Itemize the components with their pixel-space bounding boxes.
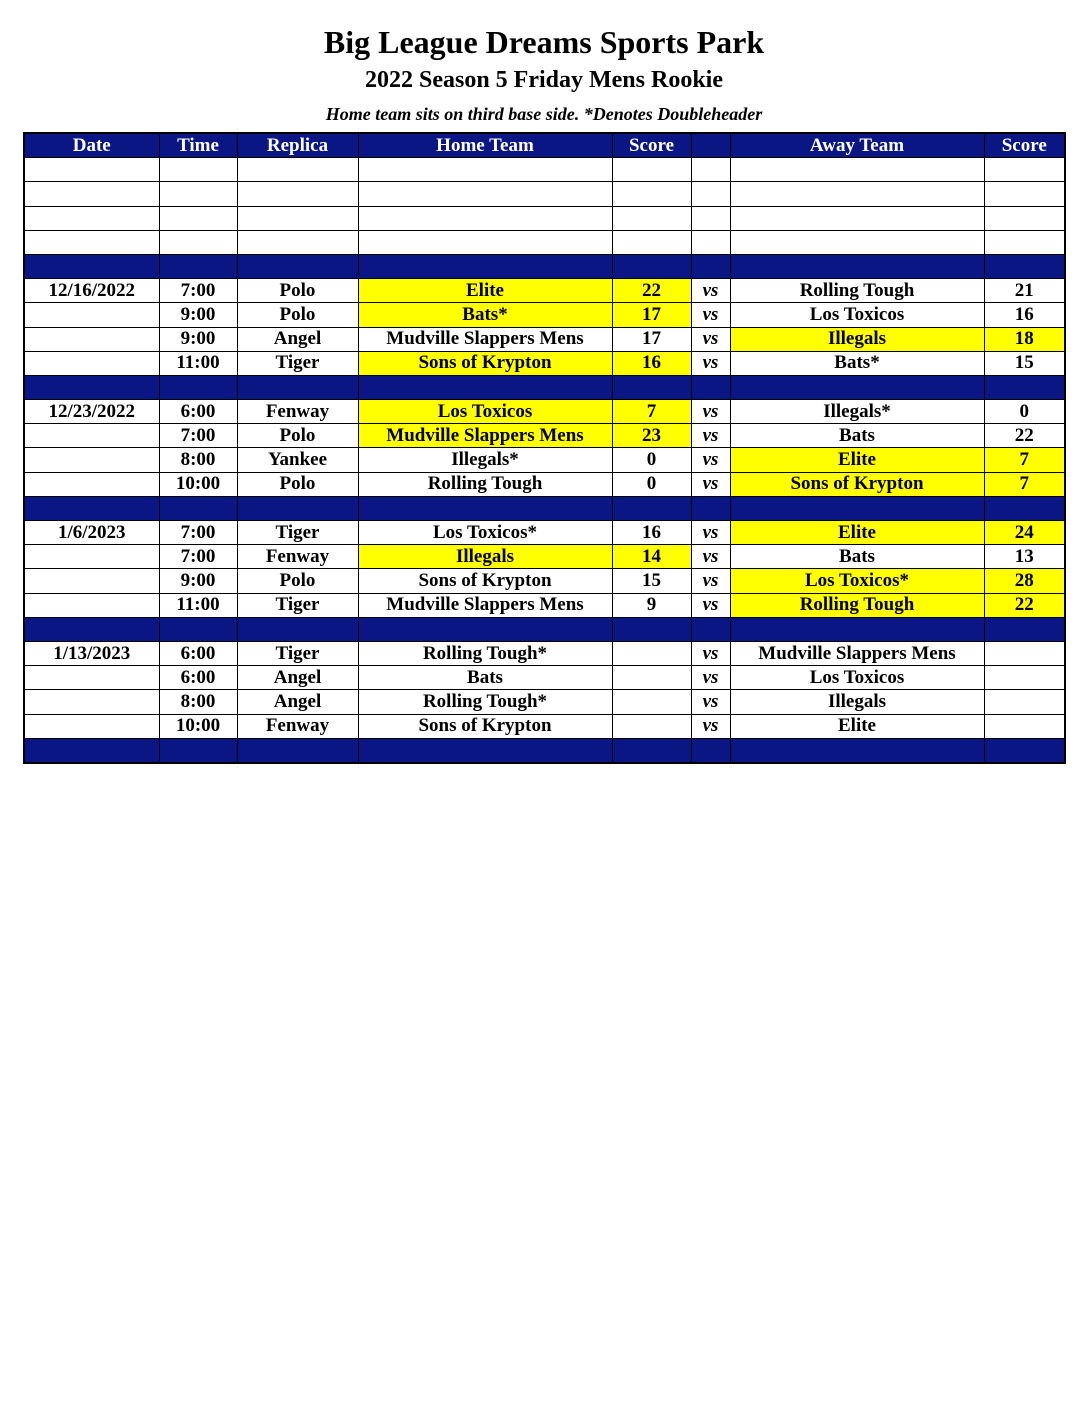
home-team: Bats: [358, 666, 612, 690]
blank-cell: [612, 206, 691, 230]
separator-cell: [24, 738, 159, 763]
game-row: [24, 714, 1065, 738]
home-score: [612, 690, 691, 714]
vs-label: vs: [691, 545, 730, 569]
away-score: [984, 714, 1065, 738]
blank-cell: [237, 158, 358, 182]
away-team: Bats*: [730, 351, 984, 375]
away-score: 0: [984, 400, 1065, 424]
blank-cell: [159, 206, 237, 230]
game-date: 12/23/2022: [24, 400, 159, 424]
away-score: 7: [984, 472, 1065, 496]
away-score: 22: [984, 593, 1065, 617]
away-team: Elite: [730, 521, 984, 545]
blank-row: [24, 182, 1065, 206]
home-score: 7: [612, 400, 691, 424]
game-field: Tiger: [237, 641, 358, 665]
separator-cell: [24, 254, 159, 278]
separator-cell: [984, 254, 1065, 278]
game-field: Polo: [237, 303, 358, 327]
blank-cell: [24, 206, 159, 230]
game-field: Polo: [237, 424, 358, 448]
game-date: 1/6/2023: [24, 521, 159, 545]
header-date: Date: [24, 133, 159, 158]
blank-cell: [612, 182, 691, 206]
home-score: 22: [612, 279, 691, 303]
header-home-team: Home Team: [358, 133, 612, 158]
vs-label: vs: [691, 424, 730, 448]
separator-cell: [358, 496, 612, 520]
home-score: 15: [612, 569, 691, 593]
blank-cell: [730, 230, 984, 254]
separator-cell: [984, 375, 1065, 399]
header-vs: [691, 133, 730, 158]
separator-cell: [612, 496, 691, 520]
game-row: [24, 666, 1065, 690]
blank-cell: [358, 230, 612, 254]
separator-cell: [691, 254, 730, 278]
away-team: Los Toxicos: [730, 666, 984, 690]
separator-cell: [24, 496, 159, 520]
game-time: 10:00: [159, 714, 237, 738]
blank-row: [24, 206, 1065, 230]
game-row: [24, 472, 1065, 496]
game-row: [24, 400, 1065, 424]
game-time: 7:00: [159, 279, 237, 303]
page-note: Home team sits on third base side. *Denotes Doubleheader: [325, 104, 763, 124]
game-time: 9:00: [159, 569, 237, 593]
game-field: Tiger: [237, 351, 358, 375]
separator-cell: [984, 496, 1065, 520]
game-time: 6:00: [159, 666, 237, 690]
vs-label: vs: [691, 569, 730, 593]
separator-cell: [159, 496, 237, 520]
home-score: 17: [612, 327, 691, 351]
away-team: Bats: [730, 545, 984, 569]
separator-cell: [237, 254, 358, 278]
blank-cell: [612, 158, 691, 182]
separator-cell: [358, 375, 612, 399]
vs-label: vs: [691, 448, 730, 472]
home-team: Rolling Tough*: [358, 690, 612, 714]
game-row: [24, 351, 1065, 375]
away-team: Bats: [730, 424, 984, 448]
game-time: 8:00: [159, 690, 237, 714]
game-date: [24, 666, 159, 690]
separator-cell: [730, 496, 984, 520]
game-field: Polo: [237, 569, 358, 593]
vs-label: vs: [691, 690, 730, 714]
blank-cell: [612, 230, 691, 254]
schedule-body: [24, 158, 1065, 763]
separator-cell: [237, 738, 358, 763]
home-team: Sons of Krypton: [358, 351, 612, 375]
vs-label: vs: [691, 666, 730, 690]
game-time: 11:00: [159, 593, 237, 617]
home-team: Mudville Slappers Mens: [358, 593, 612, 617]
away-score: 24: [984, 521, 1065, 545]
home-score: 9: [612, 593, 691, 617]
blank-cell: [984, 206, 1065, 230]
separator-cell: [691, 617, 730, 641]
away-team: Illegals: [730, 327, 984, 351]
separator-cell: [358, 738, 612, 763]
separator-cell: [358, 617, 612, 641]
game-time: 7:00: [159, 545, 237, 569]
blank-cell: [159, 158, 237, 182]
game-date: [24, 472, 159, 496]
game-row: [24, 303, 1065, 327]
home-score: [612, 666, 691, 690]
home-team: Los Toxicos*: [358, 521, 612, 545]
away-score: 18: [984, 327, 1065, 351]
week-separator-row: [24, 738, 1065, 763]
game-field: Fenway: [237, 545, 358, 569]
separator-cell: [691, 496, 730, 520]
blank-cell: [358, 206, 612, 230]
away-score: [984, 690, 1065, 714]
separator-cell: [237, 375, 358, 399]
home-score: 16: [612, 521, 691, 545]
blank-row: [24, 230, 1065, 254]
away-team: Rolling Tough: [730, 279, 984, 303]
game-field: Polo: [237, 279, 358, 303]
game-date: 1/13/2023: [24, 641, 159, 665]
home-score: 0: [612, 448, 691, 472]
away-score: 15: [984, 351, 1065, 375]
separator-cell: [612, 617, 691, 641]
blank-cell: [159, 182, 237, 206]
separator-cell: [159, 254, 237, 278]
home-team: Rolling Tough: [358, 472, 612, 496]
game-time: 11:00: [159, 351, 237, 375]
blank-cell: [237, 230, 358, 254]
week-separator-row: [24, 254, 1065, 278]
game-field: Yankee: [237, 448, 358, 472]
game-time: 9:00: [159, 303, 237, 327]
game-field: Tiger: [237, 593, 358, 617]
home-score: 16: [612, 351, 691, 375]
vs-label: vs: [691, 279, 730, 303]
separator-cell: [984, 617, 1065, 641]
game-row: [24, 690, 1065, 714]
home-team: Illegals: [358, 545, 612, 569]
home-team: Bats*: [358, 303, 612, 327]
away-team: Elite: [730, 714, 984, 738]
home-score: 14: [612, 545, 691, 569]
game-row: [24, 593, 1065, 617]
game-date: [24, 351, 159, 375]
vs-label: vs: [691, 641, 730, 665]
separator-cell: [612, 738, 691, 763]
home-team: Rolling Tough*: [358, 641, 612, 665]
separator-cell: [730, 375, 984, 399]
header-time: Time: [159, 133, 237, 158]
blank-cell: [691, 230, 730, 254]
away-team: Mudville Slappers Mens: [730, 641, 984, 665]
away-team: Illegals*: [730, 400, 984, 424]
vs-label: vs: [691, 351, 730, 375]
separator-cell: [159, 617, 237, 641]
blank-cell: [691, 158, 730, 182]
home-team: Los Toxicos: [358, 400, 612, 424]
separator-cell: [24, 617, 159, 641]
blank-cell: [691, 182, 730, 206]
separator-cell: [237, 617, 358, 641]
blank-cell: [730, 158, 984, 182]
game-date: [24, 690, 159, 714]
home-team: Mudville Slappers Mens: [358, 424, 612, 448]
game-row: [24, 448, 1065, 472]
away-team: Los Toxicos*: [730, 569, 984, 593]
away-score: 28: [984, 569, 1065, 593]
vs-label: vs: [691, 400, 730, 424]
game-date: [24, 327, 159, 351]
vs-label: vs: [691, 593, 730, 617]
separator-cell: [159, 738, 237, 763]
home-score: 0: [612, 472, 691, 496]
home-team: Elite: [358, 279, 612, 303]
separator-cell: [691, 375, 730, 399]
vs-label: vs: [691, 521, 730, 545]
game-time: 6:00: [159, 641, 237, 665]
blank-cell: [24, 230, 159, 254]
header-replica: Replica: [237, 133, 358, 158]
blank-cell: [984, 158, 1065, 182]
home-team: Sons of Krypton: [358, 714, 612, 738]
vs-label: vs: [691, 327, 730, 351]
blank-cell: [691, 206, 730, 230]
blank-cell: [984, 182, 1065, 206]
game-field: Fenway: [237, 714, 358, 738]
away-score: [984, 641, 1065, 665]
away-score: 21: [984, 279, 1065, 303]
home-team: Sons of Krypton: [358, 569, 612, 593]
separator-cell: [237, 496, 358, 520]
game-date: [24, 714, 159, 738]
away-team: Illegals: [730, 690, 984, 714]
home-score: [612, 714, 691, 738]
game-row: [24, 327, 1065, 351]
home-team: Illegals*: [358, 448, 612, 472]
separator-cell: [730, 254, 984, 278]
separator-cell: [612, 254, 691, 278]
game-time: 10:00: [159, 472, 237, 496]
vs-label: vs: [691, 714, 730, 738]
week-separator-row: [24, 496, 1065, 520]
blank-cell: [984, 230, 1065, 254]
separator-cell: [358, 254, 612, 278]
header-away-score: Score: [984, 133, 1065, 158]
game-row: [24, 545, 1065, 569]
game-date: [24, 593, 159, 617]
game-field: Angel: [237, 666, 358, 690]
schedule-table: [23, 132, 1066, 764]
game-field: Polo: [237, 472, 358, 496]
away-score: 13: [984, 545, 1065, 569]
game-row: [24, 279, 1065, 303]
game-date: [24, 545, 159, 569]
game-time: 8:00: [159, 448, 237, 472]
home-score: [612, 641, 691, 665]
blank-cell: [159, 230, 237, 254]
blank-cell: [730, 182, 984, 206]
game-field: Tiger: [237, 521, 358, 545]
game-field: Angel: [237, 327, 358, 351]
game-time: 6:00: [159, 400, 237, 424]
vs-label: vs: [691, 472, 730, 496]
game-time: 7:00: [159, 424, 237, 448]
blank-cell: [730, 206, 984, 230]
blank-cell: [24, 182, 159, 206]
game-row: [24, 521, 1065, 545]
blank-cell: [24, 158, 159, 182]
home-team: Mudville Slappers Mens: [358, 327, 612, 351]
separator-cell: [730, 617, 984, 641]
page-title: Big League Dreams Sports Park: [323, 24, 765, 60]
separator-cell: [730, 738, 984, 763]
game-field: Angel: [237, 690, 358, 714]
separator-cell: [612, 375, 691, 399]
separator-cell: [691, 738, 730, 763]
game-date: [24, 424, 159, 448]
blank-cell: [358, 182, 612, 206]
game-date: [24, 569, 159, 593]
game-date: [24, 448, 159, 472]
separator-cell: [24, 375, 159, 399]
blank-cell: [358, 158, 612, 182]
game-date: [24, 303, 159, 327]
game-date: 12/16/2022: [24, 279, 159, 303]
game-row: [24, 569, 1065, 593]
week-separator-row: [24, 617, 1065, 641]
game-time: 7:00: [159, 521, 237, 545]
home-score: 23: [612, 424, 691, 448]
vs-label: vs: [691, 303, 730, 327]
away-score: 7: [984, 448, 1065, 472]
week-separator-row: [24, 375, 1065, 399]
header-row: [24, 133, 1065, 158]
game-field: Fenway: [237, 400, 358, 424]
game-row: [24, 641, 1065, 665]
blank-cell: [237, 182, 358, 206]
away-team: Sons of Krypton: [730, 472, 984, 496]
page-subtitle: 2022 Season 5 Friday Mens Rookie: [364, 67, 723, 93]
away-team: Elite: [730, 448, 984, 472]
separator-cell: [159, 375, 237, 399]
away-score: 16: [984, 303, 1065, 327]
separator-cell: [984, 738, 1065, 763]
away-score: 22: [984, 424, 1065, 448]
blank-cell: [237, 206, 358, 230]
away-score: [984, 666, 1065, 690]
game-time: 9:00: [159, 327, 237, 351]
blank-row: [24, 158, 1065, 182]
game-row: [24, 424, 1065, 448]
away-team: Los Toxicos: [730, 303, 984, 327]
header-home-score: Score: [612, 133, 691, 158]
header-away-team: Away Team: [730, 133, 984, 158]
home-score: 17: [612, 303, 691, 327]
away-team: Rolling Tough: [730, 593, 984, 617]
